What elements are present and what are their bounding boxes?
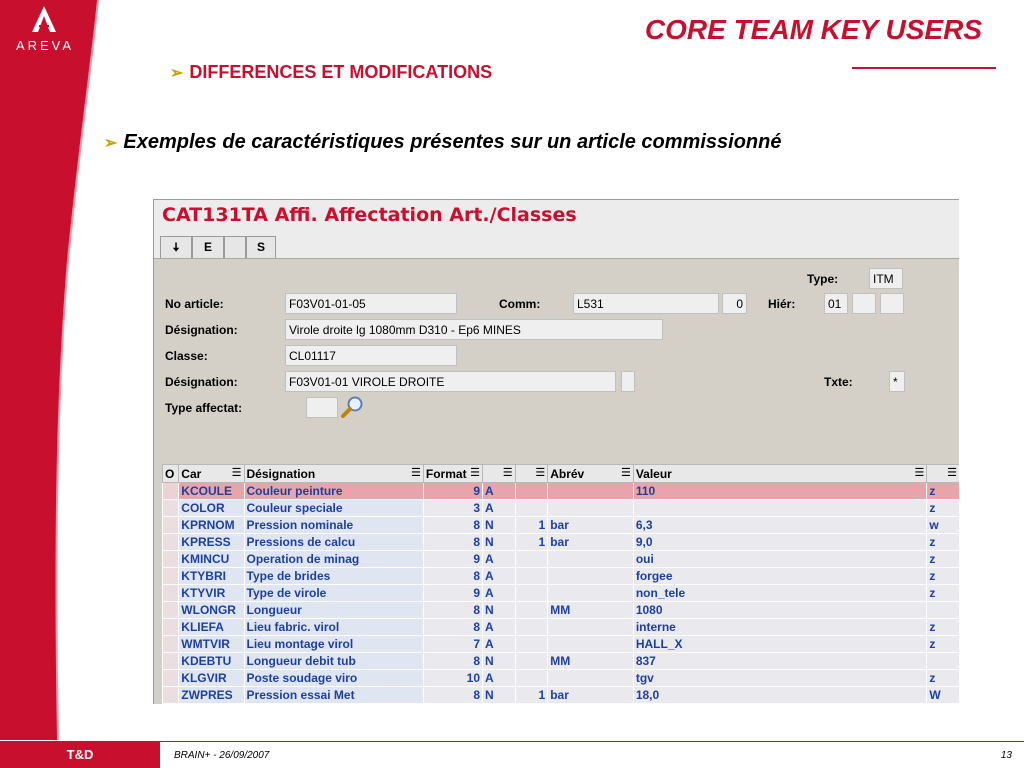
cell-type[interactable]: N (483, 602, 516, 619)
cell-type[interactable]: N (483, 653, 516, 670)
left-red-band (0, 0, 160, 768)
cell-format[interactable]: 7 (423, 636, 482, 653)
sap-window-title: CAT131TA Affi. Affectation Art./Classes (154, 200, 959, 230)
designation2-field[interactable]: F03V01-01 VIROLE DROITE (285, 371, 616, 392)
cell-valeur[interactable]: tgv (633, 670, 927, 687)
txte-label: Txte: (824, 375, 853, 389)
cell-flag[interactable]: z (927, 636, 959, 653)
cell-abrev[interactable]: bar (548, 687, 634, 704)
cell-dec[interactable]: 1 (515, 687, 548, 704)
cell-flag[interactable] (927, 653, 959, 670)
cell-type[interactable]: N (483, 687, 516, 704)
row-selector[interactable] (163, 483, 179, 500)
cell-designation[interactable]: Type de brides (244, 568, 423, 585)
cell-dec[interactable] (515, 551, 548, 568)
hier-field-3[interactable] (880, 293, 904, 314)
cell-abrev[interactable]: bar (548, 534, 634, 551)
column-menu-icon[interactable]: ☰ (620, 467, 631, 479)
row-selector[interactable] (163, 534, 179, 551)
table-row[interactable] (163, 483, 960, 500)
col-header-format-label: Format (425, 466, 467, 481)
sap-screenshot (153, 199, 959, 704)
cell-flag[interactable]: W (927, 687, 959, 704)
cell-designation[interactable]: Operation de minag (244, 551, 423, 568)
logo-text: AREVA (15, 38, 75, 53)
cell-format[interactable]: 10 (423, 670, 482, 687)
cell-valeur[interactable]: 9,0 (633, 534, 927, 551)
row-selector[interactable] (163, 500, 179, 517)
cell-car[interactable]: KMINCU (179, 551, 244, 568)
type-affectat-label: Type affectat: (165, 401, 243, 415)
cell-car[interactable]: COLOR (179, 500, 244, 517)
cell-car[interactable]: KPRNOM (179, 517, 244, 534)
col-header-o[interactable]: O (163, 465, 179, 483)
cell-flag[interactable]: z (927, 483, 959, 500)
areva-logo (0, 0, 92, 70)
cell-dec[interactable] (515, 483, 548, 500)
cell-abrev[interactable] (548, 551, 634, 568)
cell-type[interactable]: A (483, 500, 516, 517)
no-article-label: No article: (165, 297, 224, 311)
tab-e[interactable]: E (192, 236, 224, 258)
column-menu-icon[interactable]: ☰ (535, 467, 546, 479)
column-menu-icon[interactable]: ☰ (947, 467, 957, 479)
column-menu-icon[interactable]: ☰ (470, 467, 480, 479)
cell-flag[interactable]: w (927, 517, 959, 534)
comm-label: Comm: (499, 297, 541, 311)
footer-date: BRAIN+ - 26/09/2007 (174, 750, 270, 761)
cell-abrev[interactable] (548, 500, 634, 517)
tab-blank[interactable] (224, 236, 246, 258)
cell-dec[interactable]: 1 (515, 517, 548, 534)
bullet-arrow-icon: ➢ (104, 135, 118, 152)
cell-valeur[interactable]: interne (633, 619, 927, 636)
table-row[interactable] (163, 636, 960, 653)
cell-abrev[interactable] (548, 636, 634, 653)
cell-valeur[interactable]: 1080 (633, 602, 927, 619)
cell-dec[interactable] (515, 619, 548, 636)
cell-car[interactable]: KPRESS (179, 534, 244, 551)
cell-format[interactable]: 8 (423, 619, 482, 636)
cell-designation[interactable]: Lieu fabric. virol (244, 619, 423, 636)
table-row[interactable] (163, 534, 960, 551)
tab-arrow[interactable] (160, 236, 192, 258)
search-icon[interactable] (340, 395, 366, 419)
table-row[interactable] (163, 500, 960, 517)
row-selector[interactable] (163, 568, 179, 585)
comm-number-field[interactable]: 0 (722, 293, 747, 314)
areva-a-icon (30, 4, 58, 34)
row-selector[interactable] (163, 653, 179, 670)
cell-abrev[interactable]: bar (548, 517, 634, 534)
table-row[interactable] (163, 687, 960, 704)
cell-abrev[interactable] (548, 619, 634, 636)
cell-dec[interactable] (515, 602, 548, 619)
col-header-abrev-label: Abrév (550, 466, 585, 481)
designation2-label: Désignation: (165, 375, 238, 389)
table-row[interactable] (163, 551, 960, 568)
subtitle-text: DIFFERENCES ET MODIFICATIONS (189, 62, 493, 82)
cell-abrev[interactable] (548, 568, 634, 585)
column-menu-icon[interactable]: ☰ (914, 467, 925, 479)
table-body (163, 483, 960, 704)
cell-flag[interactable] (927, 602, 959, 619)
table-row[interactable] (163, 585, 960, 602)
cell-type[interactable]: A (483, 551, 516, 568)
table-header-row (163, 465, 960, 483)
row-selector[interactable] (163, 517, 179, 534)
cell-flag[interactable]: z (927, 551, 959, 568)
cell-valeur[interactable]: forgee (633, 568, 927, 585)
body-text (104, 130, 824, 156)
title-rule (852, 67, 996, 69)
cell-format[interactable]: 8 (423, 653, 482, 670)
col-header-flag[interactable] (927, 465, 959, 483)
cell-car[interactable]: KTYBRI (179, 568, 244, 585)
bullet-arrow-icon: ➢ (170, 65, 184, 82)
table-row[interactable] (163, 670, 960, 687)
cell-flag[interactable]: z (927, 585, 959, 602)
cell-car[interactable]: KTYVIR (179, 585, 244, 602)
row-selector[interactable] (163, 636, 179, 653)
cell-valeur[interactable]: 18,0 (633, 687, 927, 704)
cell-valeur[interactable]: 6,3 (633, 517, 927, 534)
col-header-format[interactable] (423, 465, 482, 483)
cell-car[interactable]: WLONGR (179, 602, 244, 619)
cell-type[interactable]: A (483, 636, 516, 653)
cell-format[interactable]: 9 (423, 585, 482, 602)
cell-car[interactable]: KDEBTU (179, 653, 244, 670)
cell-flag[interactable]: z (927, 500, 959, 517)
column-menu-icon[interactable]: ☰ (231, 467, 242, 479)
page-number: 13 (1000, 750, 1012, 761)
designation-field[interactable]: Virole droite lg 1080mm D310 - Ep6 MINES (285, 319, 663, 340)
cell-format[interactable]: 8 (423, 687, 482, 704)
row-selector[interactable] (163, 602, 179, 619)
cell-type[interactable]: A (483, 670, 516, 687)
col-header-designation-label: Désignation (246, 466, 316, 481)
table-row[interactable] (163, 619, 960, 636)
cell-designation[interactable]: Poste soudage viro (244, 670, 423, 687)
cell-dec[interactable] (515, 585, 548, 602)
tab-s[interactable]: S (246, 236, 276, 258)
characteristics-table (162, 464, 959, 704)
col-header-dec[interactable] (515, 465, 548, 483)
cell-car[interactable]: KLGVIR (179, 670, 244, 687)
cell-flag[interactable]: z (927, 568, 959, 585)
col-header-valeur[interactable] (633, 465, 927, 483)
txte-field[interactable]: * (889, 371, 905, 392)
cell-dec[interactable] (515, 636, 548, 653)
cell-car[interactable]: WMTVIR (179, 636, 244, 653)
table-row[interactable] (163, 517, 960, 534)
type-label: Type: (807, 272, 839, 286)
cell-type[interactable]: A (483, 619, 516, 636)
cell-designation[interactable]: Longueur (244, 602, 423, 619)
cell-type[interactable]: A (483, 568, 516, 585)
col-header-valeur-label: Valeur (635, 466, 672, 481)
cell-designation[interactable]: Longueur debit tub (244, 653, 423, 670)
cell-valeur[interactable]: 110 (633, 483, 927, 500)
cell-designation[interactable]: Couleur peinture (244, 483, 423, 500)
cell-type[interactable]: N (483, 517, 516, 534)
cell-abrev[interactable]: MM (548, 602, 634, 619)
cell-abrev[interactable] (548, 585, 634, 602)
hier-field[interactable]: 01 (824, 293, 848, 314)
designation2-extra-field[interactable] (621, 371, 635, 392)
comm-field[interactable]: L531 (573, 293, 719, 314)
sap-tab-strip (154, 230, 959, 258)
col-header-car-label: Car (181, 466, 202, 481)
col-header-abrev[interactable] (548, 465, 634, 483)
cell-designation[interactable]: Couleur speciale (244, 500, 423, 517)
row-selector[interactable] (163, 551, 179, 568)
cell-dec[interactable] (515, 670, 548, 687)
classe-label: Classe: (165, 349, 208, 363)
type-affectat-field[interactable] (306, 397, 338, 418)
cell-car[interactable]: ZWPRES (179, 687, 244, 704)
cell-car[interactable]: KLIEFA (179, 619, 244, 636)
cell-type[interactable]: N (483, 534, 516, 551)
cell-format[interactable]: 3 (423, 500, 482, 517)
table-row[interactable] (163, 653, 960, 670)
cell-flag[interactable]: z (927, 619, 959, 636)
classe-field[interactable]: CL01117 (285, 345, 457, 366)
cell-dec[interactable] (515, 500, 548, 517)
cell-format[interactable]: 9 (423, 483, 482, 500)
column-menu-icon[interactable]: ☰ (502, 467, 513, 479)
row-selector[interactable] (163, 670, 179, 687)
col-header-car[interactable] (179, 465, 244, 483)
cell-flag[interactable]: z (927, 534, 959, 551)
table-row[interactable] (163, 602, 960, 619)
cell-valeur[interactable]: 837 (633, 653, 927, 670)
column-menu-icon[interactable]: ☰ (411, 467, 421, 479)
cell-designation[interactable]: Type de virole (244, 585, 423, 602)
cell-type[interactable]: A (483, 585, 516, 602)
footer-division-label: T&D (0, 742, 160, 768)
cell-designation[interactable]: Pression essai Met (244, 687, 423, 704)
body-text-content: Exemples de caractéristiques présentes sur un article commissionné (123, 131, 782, 153)
cell-dec[interactable]: 1 (515, 534, 548, 551)
col-header-designation[interactable] (244, 465, 423, 483)
cell-valeur[interactable]: HALL_X (633, 636, 927, 653)
cell-abrev[interactable] (548, 483, 634, 500)
cell-designation[interactable]: Lieu montage virol (244, 636, 423, 653)
subtitle (170, 62, 492, 83)
cell-format[interactable]: 8 (423, 517, 482, 534)
cell-flag[interactable]: z (927, 670, 959, 687)
cell-format[interactable]: 8 (423, 602, 482, 619)
cell-format[interactable]: 8 (423, 568, 482, 585)
no-article-field[interactable]: F03V01-01-05 (285, 293, 457, 314)
cell-dec[interactable] (515, 653, 548, 670)
cell-type[interactable]: A (483, 483, 516, 500)
cell-valeur[interactable]: oui (633, 551, 927, 568)
cell-designation[interactable]: Pressions de calcu (244, 534, 423, 551)
cell-valeur[interactable]: non_tele (633, 585, 927, 602)
cell-dec[interactable] (515, 568, 548, 585)
cell-format[interactable]: 9 (423, 551, 482, 568)
row-selector[interactable] (163, 619, 179, 636)
cell-designation[interactable]: Pression nominale (244, 517, 423, 534)
row-selector[interactable] (163, 585, 179, 602)
cell-valeur[interactable] (633, 500, 927, 517)
designation-label: Désignation: (165, 323, 238, 337)
arrow-down-icon: 🠇 (172, 240, 180, 254)
hier-label: Hiér: (768, 297, 796, 311)
table-row[interactable] (163, 568, 960, 585)
page-title: CORE TEAM KEY USERS (644, 14, 982, 45)
cell-car[interactable]: KCOULE (179, 483, 244, 500)
sap-form (154, 258, 959, 704)
col-header-type[interactable] (483, 465, 516, 483)
cell-abrev[interactable]: MM (548, 653, 634, 670)
cell-abrev[interactable] (548, 670, 634, 687)
cell-format[interactable]: 8 (423, 534, 482, 551)
type-field[interactable]: ITM (869, 268, 903, 289)
row-selector[interactable] (163, 687, 179, 704)
hier-field-2[interactable] (852, 293, 876, 314)
